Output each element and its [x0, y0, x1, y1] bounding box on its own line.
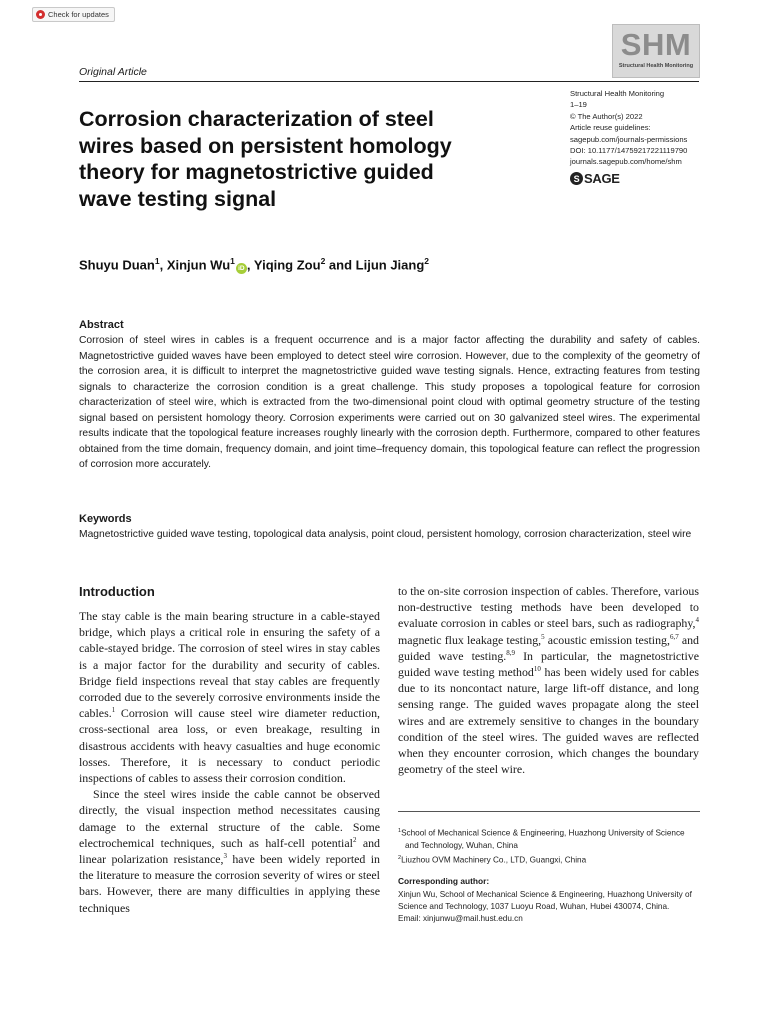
affiliation-text: School of Mechanical Science & Engineering, Huazhong University of Science and Technology, Wuhan, China: [401, 828, 685, 850]
sage-mark-icon: S: [570, 172, 583, 185]
update-icon: [36, 10, 45, 19]
meta-reuse-label: Article reuse guidelines:: [570, 123, 651, 133]
affiliation-number: 2: [398, 855, 402, 862]
article-title: [79, 106, 509, 212]
journal-logo-text: SHM: [620, 27, 692, 62]
paragraph-text: and linear polarization resistance,: [79, 835, 380, 867]
citation-ref[interactable]: 5: [541, 632, 545, 641]
meta-journal-name: Structural Health Monitoring: [570, 89, 665, 98]
paragraph-text: magnetic flux leakage testing,: [398, 632, 542, 647]
check-for-updates-badge[interactable]: [32, 7, 115, 22]
meta-permissions-link[interactable]: sagepub.com/journals-permissions: [570, 134, 688, 144]
paragraph-text: In particular, the magnetostrictive guided wave testing method: [398, 648, 699, 680]
meta-doi[interactable]: DOI: 10.1177/14759217221119790: [570, 146, 688, 156]
header-divider: [79, 81, 699, 82]
author-name: Yiqing Zou: [253, 257, 321, 273]
journal-meta: [570, 88, 710, 168]
paragraph-text: have been widely reported in the literature to measure the corrosion severity of wires or steel bars. However, there are many difficulties in applying these techniques: [79, 852, 380, 915]
author-separator: and: [328, 257, 353, 273]
affiliation-item: [398, 852, 700, 867]
citation-ref[interactable]: 10: [533, 665, 541, 674]
journal-logo: [612, 24, 700, 78]
body-paragraph: [79, 608, 380, 786]
author-separator: ,: [246, 257, 251, 273]
body-column-left: [79, 608, 380, 916]
author-separator: ,: [159, 257, 164, 273]
affiliations: [398, 825, 700, 867]
citation-ref[interactable]: 6,7: [669, 632, 679, 641]
author-list: [79, 256, 429, 274]
publisher-logo: [570, 171, 620, 186]
body-paragraph: [398, 583, 699, 777]
corresponding-address: Xinjun Wu, School of Mechanical Science & Engineering, Huazhong University of Science and Technology, 1037 Luoyu Road, Wuhan, Hubei 430074, China.: [398, 890, 692, 912]
citation-ref[interactable]: 8,9: [506, 648, 516, 657]
keywords-heading: Keywords: [79, 513, 132, 525]
affiliation-item: [398, 825, 700, 852]
article-type: Original Article: [79, 66, 147, 78]
paragraph-text: The stay cable is the main bearing structure in a cable-stayed bridge, which plays a critical role in ensuring the safety of a cable-stayed bridge. The corrosion of steel wires in stay cables is a major factor for the durability and security of cables. Bridge field inspections reveal that stay cables are frequently corroded due to the severely corrosive environments inside the cables.: [79, 609, 380, 721]
citation-ref[interactable]: 4: [695, 616, 699, 625]
body-column-right: [398, 583, 699, 777]
publisher-name: SAGE: [584, 171, 620, 186]
corresponding-author-heading: Corresponding author:: [398, 876, 490, 886]
author-name: Xinjun Wu: [166, 257, 231, 273]
author-affiliation-mark: 1: [154, 256, 160, 266]
author-affiliation-mark: 2: [424, 256, 430, 266]
citation-ref[interactable]: 1: [111, 706, 116, 715]
citation-ref[interactable]: 2: [352, 835, 357, 844]
title-line: wave testing signal: [79, 186, 277, 211]
author-name: Lijun Jiang: [355, 257, 425, 273]
paragraph-text: Corrosion will cause steel wire diameter reduction, cross-sectional area loss, or even breakage, resulting in disastrous accidents with heavy casualties and huge economic losses. Therefore, it is necessary to conduct periodic inspections of cables to assess their corrosion condition.: [79, 706, 380, 786]
paragraph-text: has been widely used for cables due to its noncontact nature, large lift-off distance, and long sensing range. The guided waves propagate along the steel wires and are extremely sensitive to changes in the boundary condition of the steel wires. The guided waves are reflected when they encounter corrosion, which changes the boundary geometry of the steel wire.: [398, 665, 699, 777]
author-affiliation-mark: 1: [230, 256, 235, 266]
introduction-heading: Introduction: [79, 584, 155, 599]
title-line: wires based on persistent homology: [79, 133, 452, 158]
affiliation-text: Liuzhou OVM Machinery Co., LTD, Guangxi, China: [401, 855, 587, 865]
footnote-divider: [398, 811, 700, 812]
body-paragraph: [79, 786, 380, 916]
orcid-icon[interactable]: iD: [236, 263, 247, 274]
paragraph-text: Since the steel wires inside the cable cannot be observed directly, the visual inspection method necessitates causing damage to the external structure of the cable. Some electrochemical techniques, such as half-cell potential: [79, 787, 380, 850]
paragraph-text: and guided wave testing.: [398, 632, 699, 663]
corresponding-author-details: [398, 889, 700, 926]
journal-logo-subtitle: Structural Health Monitoring: [618, 63, 694, 69]
title-line: theory for magnetostrictive guided: [79, 160, 434, 184]
abstract-text: Corrosion of steel wires in cables is a frequent occurrence and is a major factor affecting the durability and safety of cables. Magnetostrictive guided waves have been employed to detect steel wire corrosion. However, due to the complexity of the geometry of the corrosion area, it is difficult to interpret the magnetostrictive guided wave testing signals. Hence, extracting features from testing signals to characterize the corrosion condition is a great challenge. This study proposes a topological feature for corrosion characterization of steel wire, which is extracted from the two-dimensional point cloud with optimal geometry structure of the testing signal based on persistent homology theory. Corrosion experiments were carried out on 30 galvanized steel wires. The experimental results indicate that the topological feature increases roughly linearly with the corrosion depth. Furthermore, compared to other features obtained from the time domain, frequency domain, and joint time–frequency domain, this topological feature can reflect the progression of corrosion more accurately.: [79, 335, 700, 470]
corresponding-email[interactable]: Email: xinjunwu@mail.hust.edu.cn: [398, 914, 523, 924]
author-affiliation-mark: 2: [320, 256, 326, 266]
title-line: Corrosion characterization of steel: [79, 107, 434, 131]
meta-copyright: © The Author(s) 2022: [570, 111, 643, 121]
keywords-text: Magnetostrictive guided wave testing, topological data analysis, point cloud, persistent homology, corrosion characterization, steel wire: [79, 529, 692, 540]
author-name: Shuyu Duan: [79, 257, 155, 273]
meta-journal-link[interactable]: journals.sagepub.com/home/shm: [570, 157, 682, 167]
affiliation-number: 1: [398, 828, 402, 834]
check-for-updates-label: Check for updates: [48, 10, 109, 19]
meta-pages: 1–19: [570, 100, 587, 110]
citation-ref[interactable]: 3: [223, 852, 227, 861]
paragraph-text: to the on-site corrosion inspection of cables. Therefore, various non-destructive testing methods have been developed to evaluate corrosion in cables or steel bars, such as radiography,: [398, 584, 699, 631]
abstract-heading: Abstract: [79, 319, 124, 331]
paragraph-text: acoustic emission testing,: [544, 632, 670, 647]
